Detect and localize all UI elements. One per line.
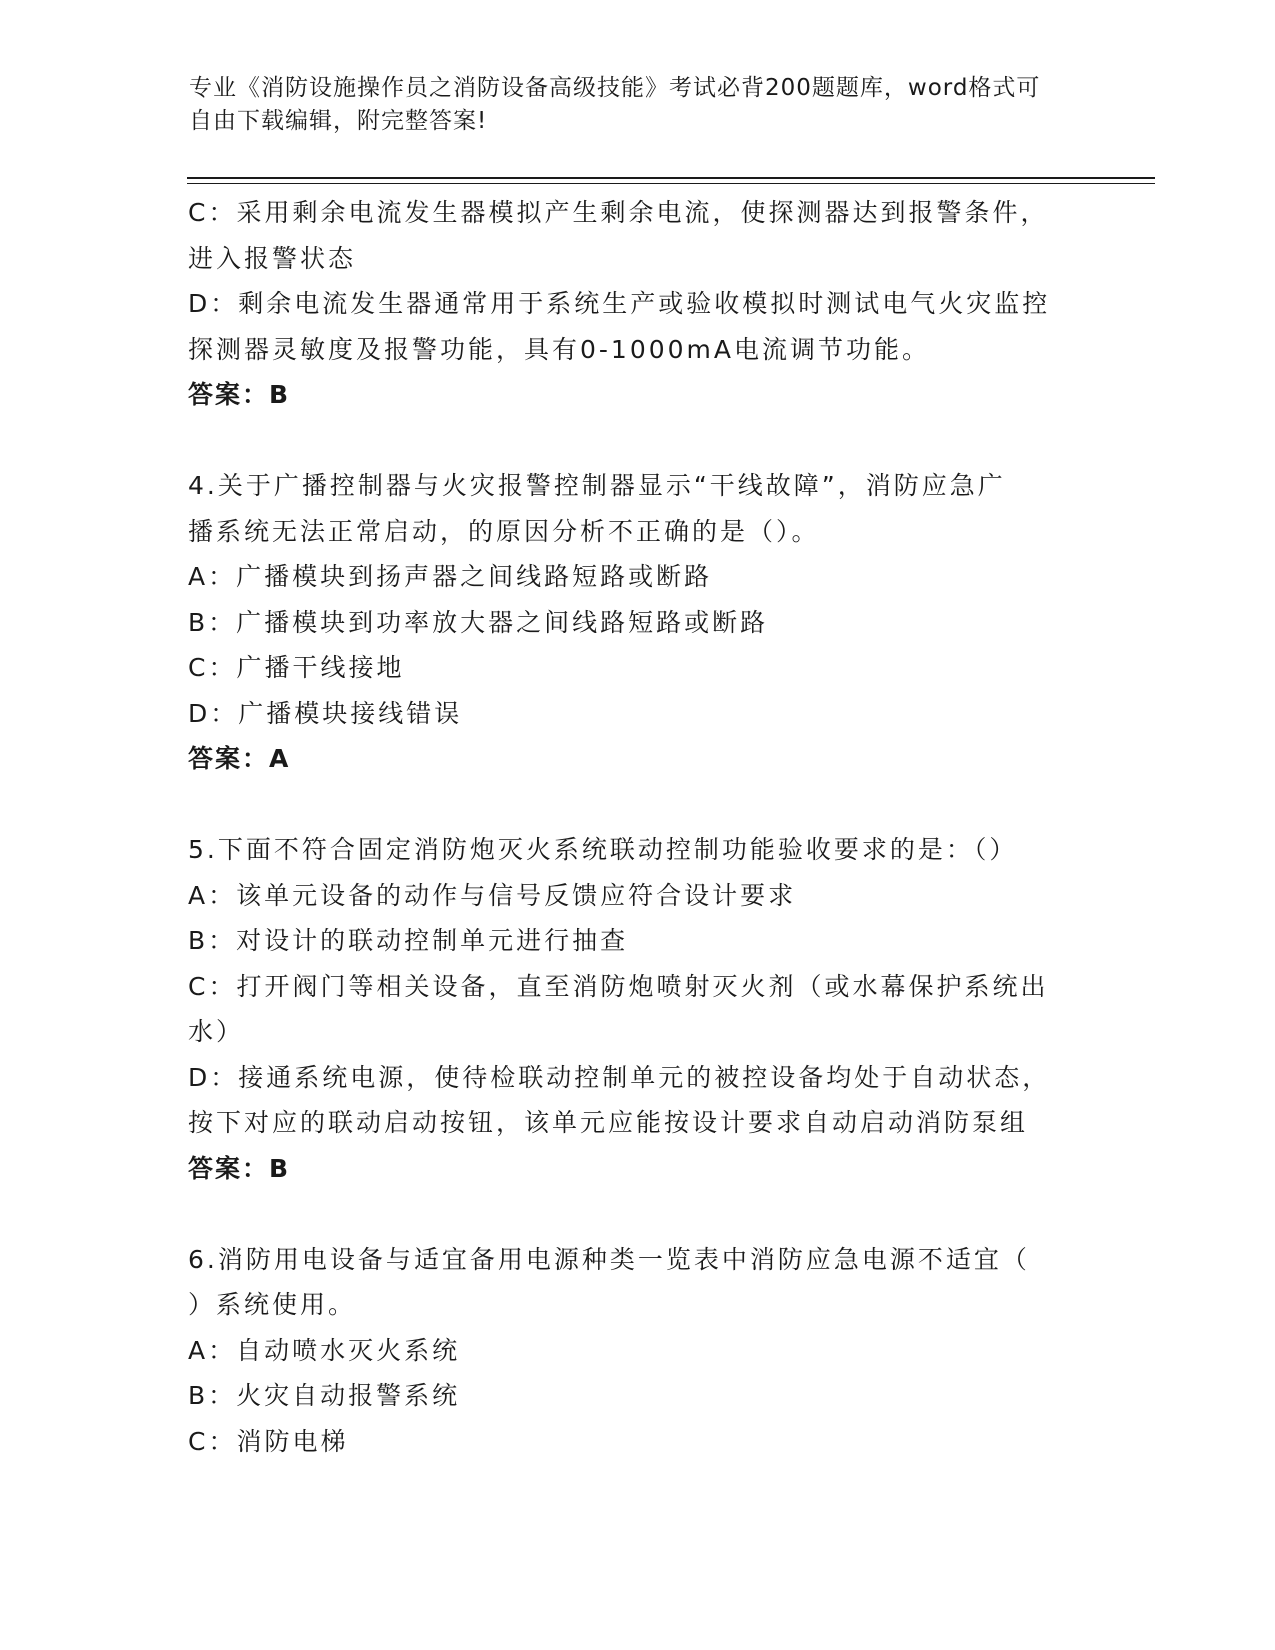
- answer-label: 答案：B: [188, 1153, 291, 1183]
- option-a: A：该单元设备的动作与信号反馈应符合设计要求: [188, 880, 797, 910]
- answer-label: 答案：B: [188, 380, 291, 409]
- header-divider-thick: [187, 177, 1155, 179]
- option-c: C：消防电梯: [188, 1426, 349, 1456]
- question-stem: 4.关于广播控制器与火灾报警控制器显示“干线故障”，消防应急广: [188, 471, 1006, 500]
- document-body: [188, 190, 1068, 1464]
- question-5: [188, 827, 1068, 1191]
- header-title-line-1: 专业《消防设施操作员之消防设备高级技能》考试必背200题题库，word格式可: [189, 75, 1041, 101]
- option-c-line: 进入报警状态: [188, 243, 357, 273]
- document-header: [189, 72, 1069, 138]
- option-d-line: 按下对应的联动启动按钮，该单元应能按设计要求自动启动消防泵组: [188, 1108, 1029, 1137]
- header-title-line-2: 自由下载编辑，附完整答案!: [189, 108, 488, 134]
- option-c-line: 水）: [188, 1017, 245, 1046]
- question-stem: 5.下面不符合固定消防炮灭火系统联动控制功能验收要求的是：（）: [188, 835, 1018, 864]
- option-a: A：自动喷水灭火系统: [188, 1335, 461, 1365]
- question-4: [188, 463, 1068, 782]
- question-6: [188, 1237, 1068, 1465]
- question-stem: 播系统无法正常启动，的原因分析不正确的是（）。: [188, 516, 820, 546]
- option-d: D：广播模块接线错误: [188, 698, 463, 728]
- question-stem: 6.消防用电设备与适宜备用电源种类一览表中消防应急电源不适宜（: [188, 1244, 1030, 1274]
- option-b: B：广播模块到功率放大器之间线路短路或断路: [188, 607, 769, 637]
- option-d-line: 探测器灵敏度及报警功能，具有0-1000mA电流调节功能。: [188, 334, 931, 364]
- option-b: B：对设计的联动控制单元进行抽查: [188, 926, 629, 955]
- question-3-tail: [188, 190, 1068, 418]
- answer-label: 答案：A: [188, 744, 291, 773]
- option-d-line: D：剩余电流发生器通常用于系统生产或验收模拟时测试电气火灾监控: [188, 289, 1051, 318]
- header-divider-thin: [187, 183, 1155, 184]
- option-d-line: D：接通系统电源，使待检联动控制单元的被控设备均处于自动状态，: [188, 1062, 1051, 1092]
- option-c: C：广播干线接地: [188, 653, 405, 682]
- option-c-line: C：打开阀门等相关设备，直至消防炮喷射灭火剂（或水幕保护系统出: [188, 971, 1049, 1001]
- question-stem: ）系统使用。: [188, 1290, 357, 1319]
- option-c-line: C：采用剩余电流发生器模拟产生剩余电流，使探测器达到报警条件，: [188, 198, 1049, 227]
- option-b: B：火灾自动报警系统: [188, 1381, 461, 1410]
- option-a: A：广播模块到扬声器之间线路短路或断路: [188, 562, 713, 591]
